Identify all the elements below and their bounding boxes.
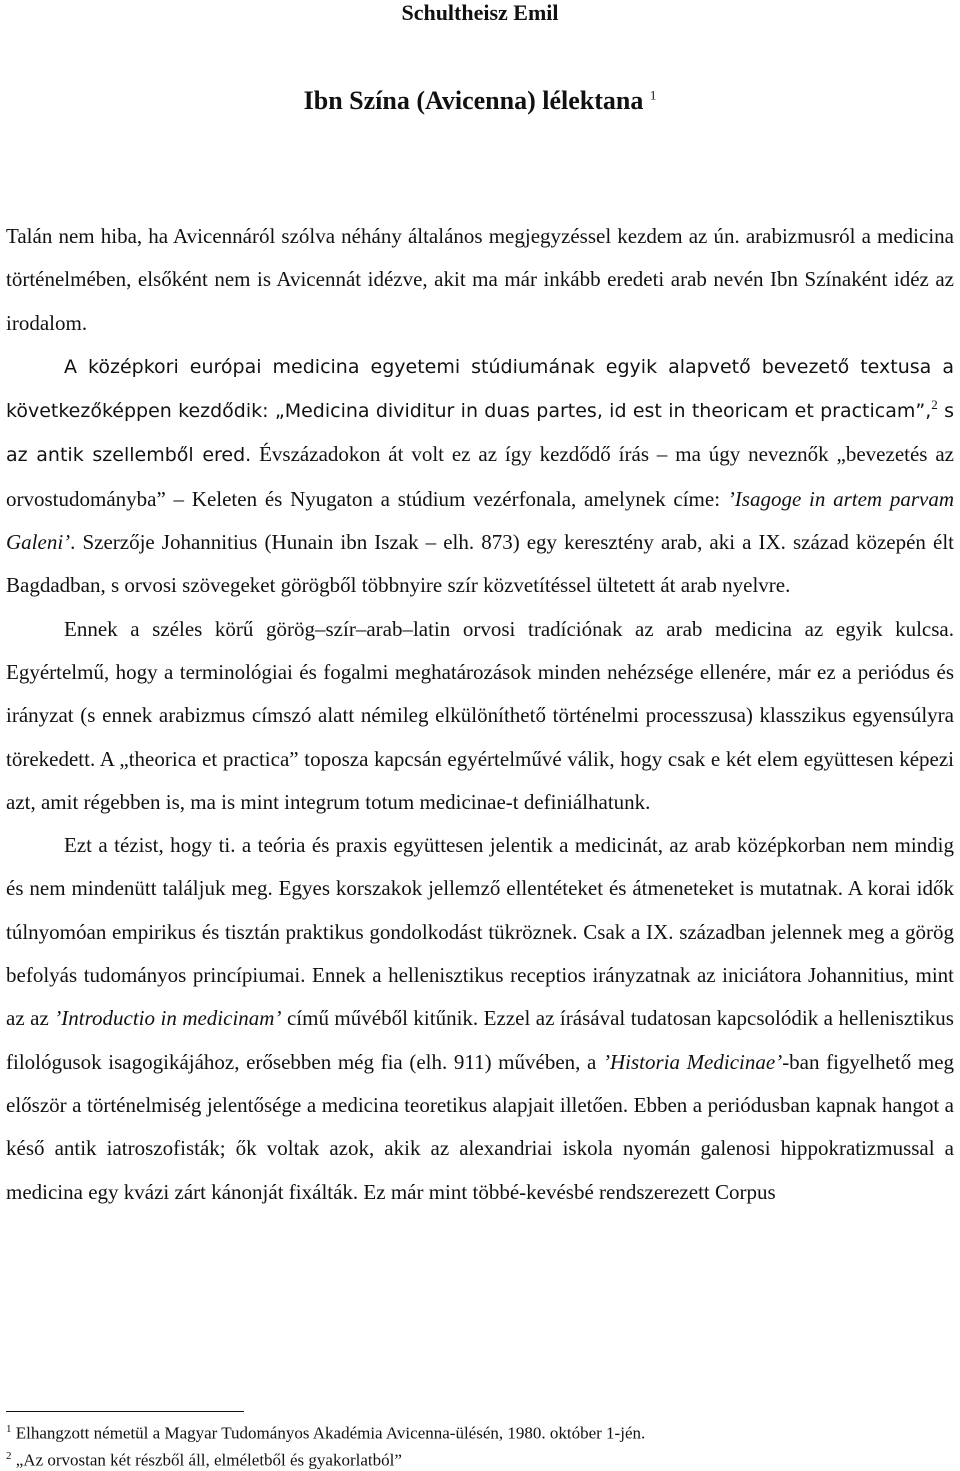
footnote-1-text: Elhangzott németül a Magyar Tudományos Akadémia Avicenna-ülésén, 1980. október 1-jén. — [11, 1423, 646, 1443]
footnote-2 — [6, 1445, 954, 1471]
paragraph-4-end: -ban figyelhető meg először a történelmiség jelentősége a medicina teoretikus alapjait illetően. Ebben a periódusban kapnak hangot a késő antik iatroszofisták; ők voltak azok, akik az alexandriai iskola nyomán galenosi hippokratizmussal a medicina egy kvázi zárt kánonját fixálták. Ez már mint többé-kevésbé rendszerezett Corpus — [6, 1049, 955, 1204]
isagoge-title: ’Isagoge in artem parvam Galeni’ — [6, 486, 954, 555]
footnote-ref-2: 2 — [931, 397, 938, 413]
paragraph-2 — [6, 345, 954, 608]
paragraph-2-opening: A középkori európai medicina egyetemi stúdiumának egyik alapvető bevezető textusa a következőképpen kezdődik: „Medicina dividitur in duas partes, id est in theoricam et practicam”, — [6, 355, 954, 423]
paragraph-4-text: Ezt a tézist, hogy ti. a teória és praxis együttesen jelentik a medicinát, az arab középkorban nem mindig és nem mindenütt találjuk meg. Egyes korszakok jellemző ellentéteket és átmeneteket is mutatnak. A korai idők túlnyomóan empirikus és tisztán praktikus gondolkodást tükröznek. Csak a IX. században jelennek meg a görög befolyás tudományos princípiumai. Ennek a hellenisztikus receptios irányzatnak az iniciátora Johannitius, mint az az — [6, 833, 954, 1031]
footnote-1 — [6, 1418, 954, 1445]
paragraph-2-text: Évszázadokon át volt ez az így kezdődő írás – ma úgy neveznők „bevezetés az orvostudományba” – Keleten és Nyugaton a stúdium vezérfonala, amelynek címe: — [6, 442, 954, 511]
document-title — [0, 86, 960, 116]
paragraph-4 — [6, 824, 954, 1214]
author-name: Schultheisz Emil — [401, 0, 559, 25]
footnote-divider — [6, 1411, 244, 1412]
article-body — [6, 215, 954, 1214]
footnote-1-number: 1 — [6, 1423, 12, 1435]
footnote-2-number: 2 — [6, 1449, 12, 1462]
title-footnote-marker: 1 — [649, 87, 657, 103]
title-text: Ibn Szína (Avicenna) lélektana — [303, 86, 644, 115]
paragraph-4-middle: című művéből kitűnik. Ezzel az írásával tudatosan kapcsolódik a hellenisztikus filológusok isagogikájához, erősebben még fia (elh. 911) művében, a — [6, 1006, 954, 1074]
introductio-title: ’Introductio in medicinam’ — [54, 1006, 282, 1031]
paragraph-1: Talán nem hiba, ha Avicennáról szólva néhány általános megjegyzéssel kezdem az ún. arabizmusról a medicina történelmében, elsőként nem is Avicennát idézve, akit ma már inkább eredeti arab nevén Ibn Színaként idéz az irodalom. — [6, 224, 954, 335]
footnotes — [6, 1418, 954, 1471]
paragraph-3: Ennek a széles körű görög–szír–arab–latin orvosi tradíciónak az arab medicina az egyik kulcsa. Egyértelmű, hogy a terminológiai és fogalmi meghatározások minden nehézsége ellenére, már ez a periódus és irányzat (s ennek arabizmus címszó alatt némileg elkülöníthető történelmi processzusa) klasszikus egyensúlyra törekedett. A „theorica et practica” toposza kapcsán egyértelművé válik, hogy csak e két elem együttesen képezi azt, amit régebben is, ma is mint integrum totum medicinae-t definiálhatunk. — [6, 616, 954, 814]
paragraph-2-continuation: s az antik szellemből ered. — [6, 400, 954, 467]
footnote-2-text: „Az orvostan két részből áll, elméletből és gyakorlatból” — [11, 1450, 402, 1470]
paragraph-2-end: . Szerzője Johannitius (Hunain ibn Iszak – elh. 873) egy keresztény arab, aki a IX. század közepén élt Bagdadban, s orvosi szövegeket görögből többnyire szír közvetítéssel ültetett át arab nyelvre. — [6, 530, 954, 598]
historia-medicinae-title: ’Historia Medicinae’ — [602, 1049, 783, 1074]
